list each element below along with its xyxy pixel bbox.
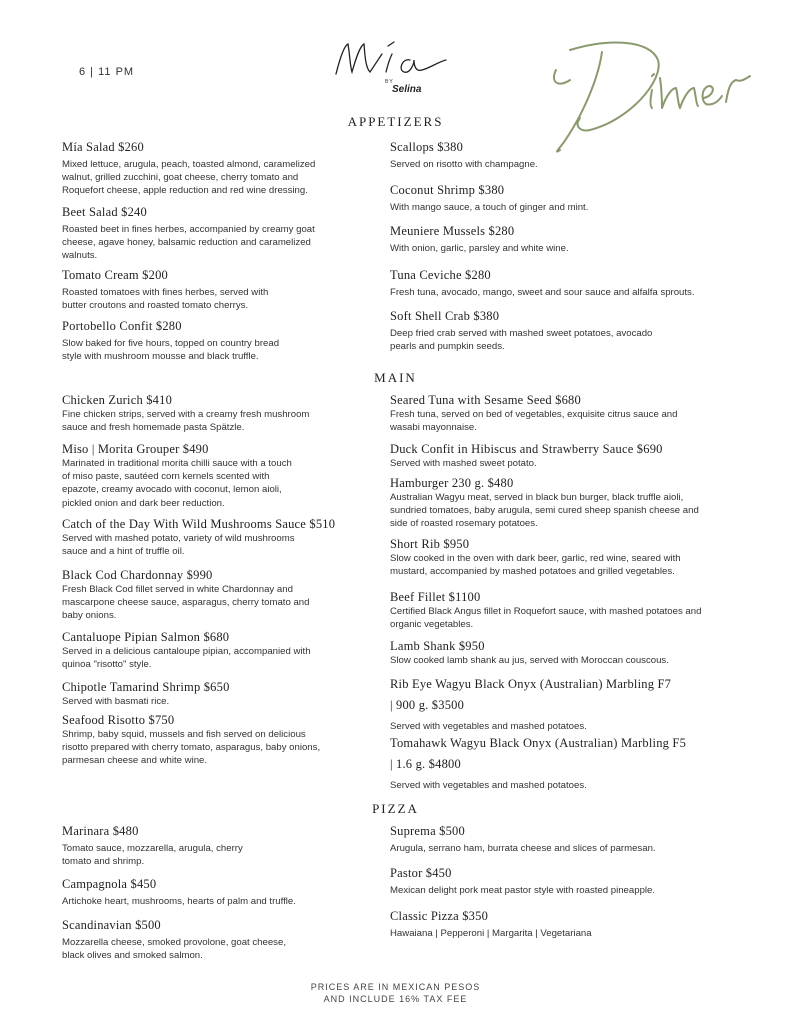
item-name: Pastor $450 (390, 866, 452, 880)
item-name: Chipotle Tamarind Shrimp $650 (62, 680, 230, 694)
item-description: Shrimp, baby squid, mussels and fish served on delicious risotto prepared with cherry tomato, asparagus, baby onions, parmesan cheese and white wine. (62, 729, 321, 767)
item-description: Australian Wagyu meat, served in black bun burger, black truffle aioli, sundried tomatoes, baby arugula, semi cured sheep spanish cheese and side of roasted rosemary potatoes. (390, 492, 699, 530)
section-title-appetizers: APPETIZERS (347, 114, 444, 129)
item-name: Lamb Shank $950 (390, 639, 485, 653)
item-name: Mía Salad $260 (62, 140, 144, 154)
item-name: Seafood Risotto $750 (62, 713, 175, 727)
menu-item (62, 568, 382, 623)
item-name-price: | 1.6 g. $4800 (390, 757, 461, 771)
menu-item (62, 918, 382, 962)
disclaimer-line-2: AND INCLUDE 16% TAX FEE (323, 994, 468, 1004)
item-name: Beet Salad $240 (62, 205, 147, 219)
menu-item (62, 319, 382, 363)
menu-item (390, 909, 770, 940)
item-name: Classic Pizza $350 (390, 909, 489, 923)
item-description: Mixed lettuce, arugula, peach, toasted almond, caramelized walnut, grilled zucchini, goat cheese, cherry tomato and Roquefort cheese, apple reduction and red wine dressing. (62, 159, 316, 197)
item-description: Marinated in traditional morita chilli sauce with a touch of miso paste, sautéed corn kernels scented with epazote, creamy avocado with coconut, lemon aioli, pickled onion and dark beer reduction. (62, 458, 292, 509)
item-name: Hamburger 230 g. $480 (390, 476, 514, 490)
item-description: With mango sauce, a touch of ginger and mint. (390, 202, 589, 213)
disclaimer-line-1: PRICES ARE IN MEXICAN PESOS (310, 982, 481, 992)
menu-item (390, 537, 780, 578)
menu-item (390, 224, 770, 255)
mia-logo (330, 36, 450, 98)
logo-brand-name: Selina (392, 84, 422, 95)
item-description: Mozzarella cheese, smoked provolone, goat cheese, black olives and smoked salmon. (62, 937, 286, 962)
item-name: Short Rib $950 (390, 537, 470, 551)
item-description: Roasted beet in fines herbes, accompanied by creamy goat cheese, agave honey, balsamic reduction and caramelized walnuts. (62, 224, 315, 262)
menu-item (62, 140, 382, 198)
menu-item (62, 393, 382, 434)
item-name: Cantaluope Pipian Salmon $680 (62, 630, 230, 644)
item-description: Fresh Black Cod fillet served in white Chardonnay and mascarpone cheese sauce, asparagus, cherry tomato and baby onions. (62, 584, 310, 622)
item-name: Chicken Zurich $410 (62, 393, 173, 407)
menu-item (390, 393, 780, 434)
menu-item (62, 517, 382, 558)
menu-item (390, 309, 770, 353)
item-description: Tomato sauce, mozzarella, arugula, cherry tomato and shrimp. (62, 843, 243, 868)
item-description: Slow cooked lamb shank au jus, served with Moroccan couscous. (390, 655, 669, 666)
item-name: Scallops $380 (390, 140, 464, 154)
item-name: Duck Confit in Hibiscus and Strawberry Sauce $690 (390, 442, 663, 456)
item-name: Tuna Ceviche $280 (390, 268, 491, 282)
menu-item (62, 205, 382, 263)
item-name: Coconut Shrimp $380 (390, 183, 505, 197)
item-description: Served with vegetables and mashed potatoes. (390, 721, 587, 732)
menu-item (62, 630, 382, 671)
section-title-main: MAIN (374, 370, 417, 385)
menu-item (390, 183, 770, 214)
logo-by-text: BY (385, 79, 394, 85)
item-name: Black Cod Chardonnay $990 (62, 568, 213, 582)
item-name: Soft Shell Crab $380 (390, 309, 500, 323)
menu-item (390, 677, 780, 733)
item-description: Fine chicken strips, served with a creamy fresh mushroom sauce and fresh homemade pasta Spätzle. (62, 409, 310, 434)
menu-item (390, 140, 770, 171)
item-description: Hawaiana | Pepperoni | Margarita | Vegetariana (390, 928, 592, 939)
item-description: Served with vegetables and mashed potatoes. (390, 780, 587, 791)
item-name: Suprema $500 (390, 824, 465, 838)
item-name: Portobello Confit $280 (62, 319, 182, 333)
menu-item (62, 877, 382, 908)
price-disclaimer (0, 981, 791, 1005)
menu-item (390, 590, 780, 631)
item-name: Beef Fillet $1100 (390, 590, 481, 604)
item-description: Mexican delight pork meat pastor style with roasted pineapple. (390, 885, 656, 896)
item-name: Tomahawk Wagyu Black Onyx (Australian) Marbling F5 (390, 736, 687, 750)
item-description: Served in a delicious cantaloupe pipian, accompanied with quinoa "risotto" style. (62, 646, 311, 671)
menu-item (390, 866, 770, 897)
service-hours: 6 | 11 PM (79, 66, 135, 78)
menu-item (390, 476, 780, 531)
item-description: Fresh tuna, avocado, mango, sweet and sour sauce and alfalfa sprouts. (390, 287, 695, 298)
menu-item (62, 713, 382, 768)
menu-item (62, 824, 382, 868)
menu-item (62, 680, 382, 708)
item-description: Certified Black Angus fillet in Roquefort sauce, with mashed potatoes and organic vegetables. (390, 606, 702, 631)
item-name: Catch of the Day With Wild Mushrooms Sauce $510 (62, 517, 336, 531)
item-description: Served with mashed sweet potato. (390, 458, 537, 469)
item-description: Served with basmati rice. (62, 696, 170, 707)
item-name: Scandinavian $500 (62, 918, 161, 932)
item-name: Miso | Morita Grouper $490 (62, 442, 209, 456)
menu-item (390, 824, 770, 855)
item-description: Slow cooked in the oven with dark beer, garlic, red wine, seared with mustard, accompanied by mashed potatoes and grilled vegetables. (390, 553, 681, 578)
item-description: Served on risotto with champagne. (390, 159, 538, 170)
item-name-price: | 900 g. $3500 (390, 698, 465, 712)
item-name: Tomato Cream $200 (62, 268, 168, 282)
item-name: Rib Eye Wagyu Black Onyx (Australian) Marbling F7 (390, 677, 672, 691)
menu-item (390, 639, 780, 667)
menu-item (62, 442, 382, 510)
item-description: Deep fried crab served with mashed sweet potatoes, avocado pearls and pumpkin seeds. (390, 328, 653, 353)
item-name: Marinara $480 (62, 824, 139, 838)
item-description: Served with mashed potato, variety of wild mushrooms sauce and a hint of truffle oil. (62, 533, 295, 558)
item-description: Arugula, serrano ham, burrata cheese and slices of parmesan. (390, 843, 656, 854)
item-description: Roasted tomatoes with fines herbes, served with butter croutons and roasted tomato cherrys. (62, 287, 269, 312)
item-name: Campagnola $450 (62, 877, 157, 891)
item-name: Meuniere Mussels $280 (390, 224, 515, 238)
item-description: Slow baked for five hours, topped on country bread style with mushroom mousse and black truffle. (62, 338, 280, 363)
item-description: With onion, garlic, parsley and white wine. (390, 243, 569, 254)
section-title-pizza: PIZZA (372, 801, 419, 816)
item-description: Artichoke heart, mushrooms, hearts of palm and truffle. (62, 896, 296, 907)
menu-item (390, 736, 780, 792)
menu-item (62, 268, 382, 312)
menu-item (390, 268, 770, 299)
item-name: Seared Tuna with Sesame Seed $680 (390, 393, 581, 407)
menu-item (390, 442, 780, 470)
item-description: Fresh tuna, served on bed of vegetables, exquisite citrus sauce and wasabi mayonnaise. (390, 409, 678, 434)
